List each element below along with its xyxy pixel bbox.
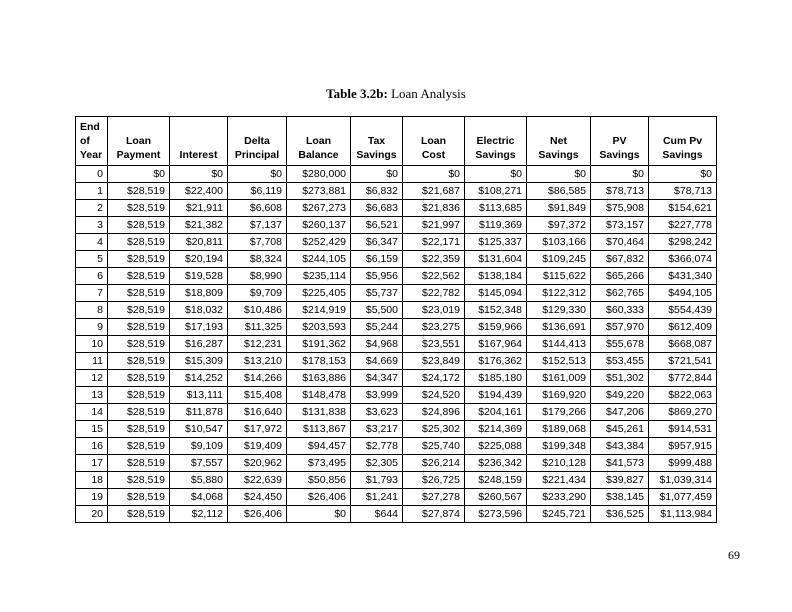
- value-cell: $26,406: [287, 488, 351, 505]
- value-cell: $214,919: [287, 301, 351, 318]
- value-cell: $9,109: [170, 437, 228, 454]
- year-cell: 20: [76, 505, 108, 522]
- value-cell: $280,000: [287, 165, 351, 182]
- year-cell: 4: [76, 233, 108, 250]
- value-cell: $0: [170, 165, 228, 182]
- value-cell: $2,778: [351, 437, 403, 454]
- value-cell: $19,528: [170, 267, 228, 284]
- value-cell: $0: [287, 505, 351, 522]
- value-cell: $612,409: [649, 318, 717, 335]
- value-cell: $28,519: [108, 233, 170, 250]
- value-cell: $999,488: [649, 454, 717, 471]
- table-row: [76, 505, 717, 522]
- value-cell: $1,113,984: [649, 505, 717, 522]
- value-cell: $28,519: [108, 471, 170, 488]
- column-header: Tax Savings: [351, 117, 403, 166]
- value-cell: $4,068: [170, 488, 228, 505]
- value-cell: $28,519: [108, 369, 170, 386]
- value-cell: $136,691: [527, 318, 591, 335]
- value-cell: $26,406: [228, 505, 287, 522]
- table-body: [76, 165, 717, 522]
- year-cell: 13: [76, 386, 108, 403]
- value-cell: $57,970: [591, 318, 649, 335]
- value-cell: $252,429: [287, 233, 351, 250]
- value-cell: $78,713: [591, 182, 649, 199]
- table-row: [76, 386, 717, 403]
- value-cell: $668,087: [649, 335, 717, 352]
- value-cell: $36,525: [591, 505, 649, 522]
- value-cell: $152,348: [465, 301, 527, 318]
- value-cell: $50,856: [287, 471, 351, 488]
- value-cell: $178,153: [287, 352, 351, 369]
- value-cell: $18,809: [170, 284, 228, 301]
- value-cell: $10,486: [228, 301, 287, 318]
- value-cell: $260,567: [465, 488, 527, 505]
- table-row: [76, 318, 717, 335]
- table-row: [76, 437, 717, 454]
- year-cell: 1: [76, 182, 108, 199]
- table-title: [0, 86, 792, 102]
- value-cell: $221,434: [527, 471, 591, 488]
- value-cell: $119,369: [465, 216, 527, 233]
- value-cell: $67,832: [591, 250, 649, 267]
- table-row: [76, 284, 717, 301]
- value-cell: $225,405: [287, 284, 351, 301]
- value-cell: $28,519: [108, 199, 170, 216]
- value-cell: $6,119: [228, 182, 287, 199]
- value-cell: $49,220: [591, 386, 649, 403]
- value-cell: $5,737: [351, 284, 403, 301]
- value-cell: $5,880: [170, 471, 228, 488]
- value-cell: $2,305: [351, 454, 403, 471]
- value-cell: $25,302: [403, 420, 465, 437]
- value-cell: $113,867: [287, 420, 351, 437]
- value-cell: $248,159: [465, 471, 527, 488]
- value-cell: $22,171: [403, 233, 465, 250]
- column-header: Net Savings: [527, 117, 591, 166]
- year-cell: 6: [76, 267, 108, 284]
- year-cell: 12: [76, 369, 108, 386]
- value-cell: $23,275: [403, 318, 465, 335]
- column-header: PV Savings: [591, 117, 649, 166]
- table-row: [76, 454, 717, 471]
- value-cell: $10,547: [170, 420, 228, 437]
- value-cell: $28,519: [108, 301, 170, 318]
- value-cell: $7,137: [228, 216, 287, 233]
- value-cell: $27,874: [403, 505, 465, 522]
- value-cell: $22,359: [403, 250, 465, 267]
- value-cell: $366,074: [649, 250, 717, 267]
- table-row: [76, 250, 717, 267]
- value-cell: $19,409: [228, 437, 287, 454]
- value-cell: $0: [591, 165, 649, 182]
- value-cell: $28,519: [108, 250, 170, 267]
- value-cell: $20,194: [170, 250, 228, 267]
- value-cell: $26,214: [403, 454, 465, 471]
- value-cell: $225,088: [465, 437, 527, 454]
- value-cell: $16,287: [170, 335, 228, 352]
- value-cell: $28,519: [108, 403, 170, 420]
- table-row: [76, 216, 717, 233]
- value-cell: $914,531: [649, 420, 717, 437]
- value-cell: $28,519: [108, 318, 170, 335]
- value-cell: $4,669: [351, 352, 403, 369]
- value-cell: $244,105: [287, 250, 351, 267]
- page-number: 69: [728, 548, 740, 562]
- value-cell: $204,161: [465, 403, 527, 420]
- value-cell: $159,966: [465, 318, 527, 335]
- value-cell: $298,242: [649, 233, 717, 250]
- value-cell: $145,094: [465, 284, 527, 301]
- value-cell: $65,266: [591, 267, 649, 284]
- value-cell: $8,324: [228, 250, 287, 267]
- value-cell: $185,180: [465, 369, 527, 386]
- value-cell: $75,908: [591, 199, 649, 216]
- value-cell: $13,210: [228, 352, 287, 369]
- value-cell: $554,439: [649, 301, 717, 318]
- value-cell: $91,849: [527, 199, 591, 216]
- year-cell: 18: [76, 471, 108, 488]
- year-cell: 2: [76, 199, 108, 216]
- value-cell: $273,596: [465, 505, 527, 522]
- column-header: End of Year: [76, 117, 108, 166]
- value-cell: $17,972: [228, 420, 287, 437]
- value-cell: $822,063: [649, 386, 717, 403]
- value-cell: $108,271: [465, 182, 527, 199]
- value-cell: $154,621: [649, 199, 717, 216]
- table-row: [76, 488, 717, 505]
- value-cell: $23,551: [403, 335, 465, 352]
- value-cell: $245,721: [527, 505, 591, 522]
- column-header: Electric Savings: [465, 117, 527, 166]
- value-cell: $194,439: [465, 386, 527, 403]
- value-cell: $115,622: [527, 267, 591, 284]
- value-cell: $494,105: [649, 284, 717, 301]
- value-cell: $14,252: [170, 369, 228, 386]
- year-cell: 0: [76, 165, 108, 182]
- value-cell: $2,112: [170, 505, 228, 522]
- value-cell: $9,709: [228, 284, 287, 301]
- value-cell: $6,683: [351, 199, 403, 216]
- value-cell: $8,990: [228, 267, 287, 284]
- column-header: Loan Balance: [287, 117, 351, 166]
- value-cell: $28,519: [108, 488, 170, 505]
- value-cell: $47,206: [591, 403, 649, 420]
- value-cell: $23,019: [403, 301, 465, 318]
- value-cell: $24,172: [403, 369, 465, 386]
- value-cell: $869,270: [649, 403, 717, 420]
- table-row: [76, 267, 717, 284]
- value-cell: $28,519: [108, 335, 170, 352]
- value-cell: $957,915: [649, 437, 717, 454]
- value-cell: $3,623: [351, 403, 403, 420]
- value-cell: $43,384: [591, 437, 649, 454]
- value-cell: $28,519: [108, 182, 170, 199]
- value-cell: $62,765: [591, 284, 649, 301]
- value-cell: $24,450: [228, 488, 287, 505]
- value-cell: $22,562: [403, 267, 465, 284]
- value-cell: $176,362: [465, 352, 527, 369]
- value-cell: $14,266: [228, 369, 287, 386]
- value-cell: $45,261: [591, 420, 649, 437]
- table-row: [76, 182, 717, 199]
- value-cell: $0: [351, 165, 403, 182]
- loan-analysis-table: [75, 116, 717, 523]
- value-cell: $26,725: [403, 471, 465, 488]
- value-cell: $6,159: [351, 250, 403, 267]
- table-row: [76, 471, 717, 488]
- value-cell: $28,519: [108, 284, 170, 301]
- value-cell: $144,413: [527, 335, 591, 352]
- table-header: [76, 117, 717, 166]
- column-header: Loan Cost: [403, 117, 465, 166]
- value-cell: $1,039,314: [649, 471, 717, 488]
- value-cell: $38,145: [591, 488, 649, 505]
- value-cell: $22,400: [170, 182, 228, 199]
- year-cell: 7: [76, 284, 108, 301]
- value-cell: $6,608: [228, 199, 287, 216]
- value-cell: $772,844: [649, 369, 717, 386]
- table-row: [76, 301, 717, 318]
- column-header: Interest: [170, 117, 228, 166]
- value-cell: $644: [351, 505, 403, 522]
- value-cell: $16,640: [228, 403, 287, 420]
- value-cell: $28,519: [108, 216, 170, 233]
- value-cell: $0: [649, 165, 717, 182]
- value-cell: $24,520: [403, 386, 465, 403]
- value-cell: $163,886: [287, 369, 351, 386]
- value-cell: $5,956: [351, 267, 403, 284]
- value-cell: $70,464: [591, 233, 649, 250]
- value-cell: $73,495: [287, 454, 351, 471]
- value-cell: $53,455: [591, 352, 649, 369]
- value-cell: $28,519: [108, 454, 170, 471]
- value-cell: $20,811: [170, 233, 228, 250]
- value-cell: $21,997: [403, 216, 465, 233]
- value-cell: $7,708: [228, 233, 287, 250]
- value-cell: $21,687: [403, 182, 465, 199]
- value-cell: $273,881: [287, 182, 351, 199]
- value-cell: $236,342: [465, 454, 527, 471]
- table-row: [76, 335, 717, 352]
- value-cell: $25,740: [403, 437, 465, 454]
- value-cell: $94,457: [287, 437, 351, 454]
- value-cell: $24,896: [403, 403, 465, 420]
- value-cell: $28,519: [108, 420, 170, 437]
- year-cell: 17: [76, 454, 108, 471]
- value-cell: $0: [465, 165, 527, 182]
- value-cell: $78,713: [649, 182, 717, 199]
- value-cell: $21,382: [170, 216, 228, 233]
- table-title-number: Table 3.2b:: [326, 86, 388, 101]
- year-cell: 8: [76, 301, 108, 318]
- value-cell: $109,245: [527, 250, 591, 267]
- value-cell: $22,639: [228, 471, 287, 488]
- value-cell: $21,911: [170, 199, 228, 216]
- value-cell: $12,231: [228, 335, 287, 352]
- value-cell: $161,009: [527, 369, 591, 386]
- year-cell: 15: [76, 420, 108, 437]
- value-cell: $28,519: [108, 267, 170, 284]
- value-cell: $11,325: [228, 318, 287, 335]
- value-cell: $138,184: [465, 267, 527, 284]
- table-row: [76, 403, 717, 420]
- table-row: [76, 420, 717, 437]
- value-cell: $51,302: [591, 369, 649, 386]
- table-row: [76, 233, 717, 250]
- value-cell: $5,244: [351, 318, 403, 335]
- table-row: [76, 352, 717, 369]
- value-cell: $3,999: [351, 386, 403, 403]
- value-cell: $1,793: [351, 471, 403, 488]
- value-cell: $235,114: [287, 267, 351, 284]
- value-cell: $203,593: [287, 318, 351, 335]
- table-row: [76, 199, 717, 216]
- value-cell: $125,337: [465, 233, 527, 250]
- column-header: Cum Pv Savings: [649, 117, 717, 166]
- value-cell: $214,369: [465, 420, 527, 437]
- value-cell: $23,849: [403, 352, 465, 369]
- value-cell: $13,111: [170, 386, 228, 403]
- value-cell: $7,557: [170, 454, 228, 471]
- year-cell: 11: [76, 352, 108, 369]
- value-cell: $27,278: [403, 488, 465, 505]
- value-cell: $6,347: [351, 233, 403, 250]
- value-cell: $11,878: [170, 403, 228, 420]
- value-cell: $60,333: [591, 301, 649, 318]
- value-cell: $191,362: [287, 335, 351, 352]
- value-cell: $86,585: [527, 182, 591, 199]
- value-cell: $227,778: [649, 216, 717, 233]
- year-cell: 14: [76, 403, 108, 420]
- table-row: [76, 165, 717, 182]
- value-cell: $0: [228, 165, 287, 182]
- value-cell: $28,519: [108, 437, 170, 454]
- value-cell: $28,519: [108, 505, 170, 522]
- value-cell: $0: [403, 165, 465, 182]
- value-cell: $28,519: [108, 386, 170, 403]
- value-cell: $73,157: [591, 216, 649, 233]
- value-cell: $210,128: [527, 454, 591, 471]
- value-cell: $113,685: [465, 199, 527, 216]
- value-cell: $1,077,459: [649, 488, 717, 505]
- value-cell: $152,513: [527, 352, 591, 369]
- value-cell: $122,312: [527, 284, 591, 301]
- value-cell: $169,920: [527, 386, 591, 403]
- value-cell: $20,962: [228, 454, 287, 471]
- value-cell: $4,347: [351, 369, 403, 386]
- value-cell: $18,032: [170, 301, 228, 318]
- value-cell: $28,519: [108, 352, 170, 369]
- value-cell: $167,964: [465, 335, 527, 352]
- value-cell: $233,290: [527, 488, 591, 505]
- value-cell: $6,521: [351, 216, 403, 233]
- value-cell: $0: [527, 165, 591, 182]
- value-cell: $1,241: [351, 488, 403, 505]
- value-cell: $129,330: [527, 301, 591, 318]
- value-cell: $260,137: [287, 216, 351, 233]
- column-header: Delta Principal: [228, 117, 287, 166]
- value-cell: $39,827: [591, 471, 649, 488]
- value-cell: $6,832: [351, 182, 403, 199]
- value-cell: $21,836: [403, 199, 465, 216]
- year-cell: 10: [76, 335, 108, 352]
- value-cell: $431,340: [649, 267, 717, 284]
- value-cell: $15,309: [170, 352, 228, 369]
- value-cell: $0: [108, 165, 170, 182]
- value-cell: $4,968: [351, 335, 403, 352]
- value-cell: $721,541: [649, 352, 717, 369]
- year-cell: 9: [76, 318, 108, 335]
- value-cell: $131,604: [465, 250, 527, 267]
- value-cell: $97,372: [527, 216, 591, 233]
- year-cell: 19: [76, 488, 108, 505]
- value-cell: $103,166: [527, 233, 591, 250]
- value-cell: $131,838: [287, 403, 351, 420]
- table-title-text: Loan Analysis: [387, 86, 466, 101]
- value-cell: $179,266: [527, 403, 591, 420]
- table-row: [76, 369, 717, 386]
- year-cell: 16: [76, 437, 108, 454]
- value-cell: $15,408: [228, 386, 287, 403]
- year-cell: 5: [76, 250, 108, 267]
- value-cell: $199,348: [527, 437, 591, 454]
- value-cell: $17,193: [170, 318, 228, 335]
- value-cell: $55,678: [591, 335, 649, 352]
- value-cell: $22,782: [403, 284, 465, 301]
- column-header: Loan Payment: [108, 117, 170, 166]
- year-cell: 3: [76, 216, 108, 233]
- value-cell: $267,273: [287, 199, 351, 216]
- header-row: [76, 117, 717, 166]
- value-cell: $3,217: [351, 420, 403, 437]
- value-cell: $189,068: [527, 420, 591, 437]
- value-cell: $5,500: [351, 301, 403, 318]
- value-cell: $41,573: [591, 454, 649, 471]
- value-cell: $148,478: [287, 386, 351, 403]
